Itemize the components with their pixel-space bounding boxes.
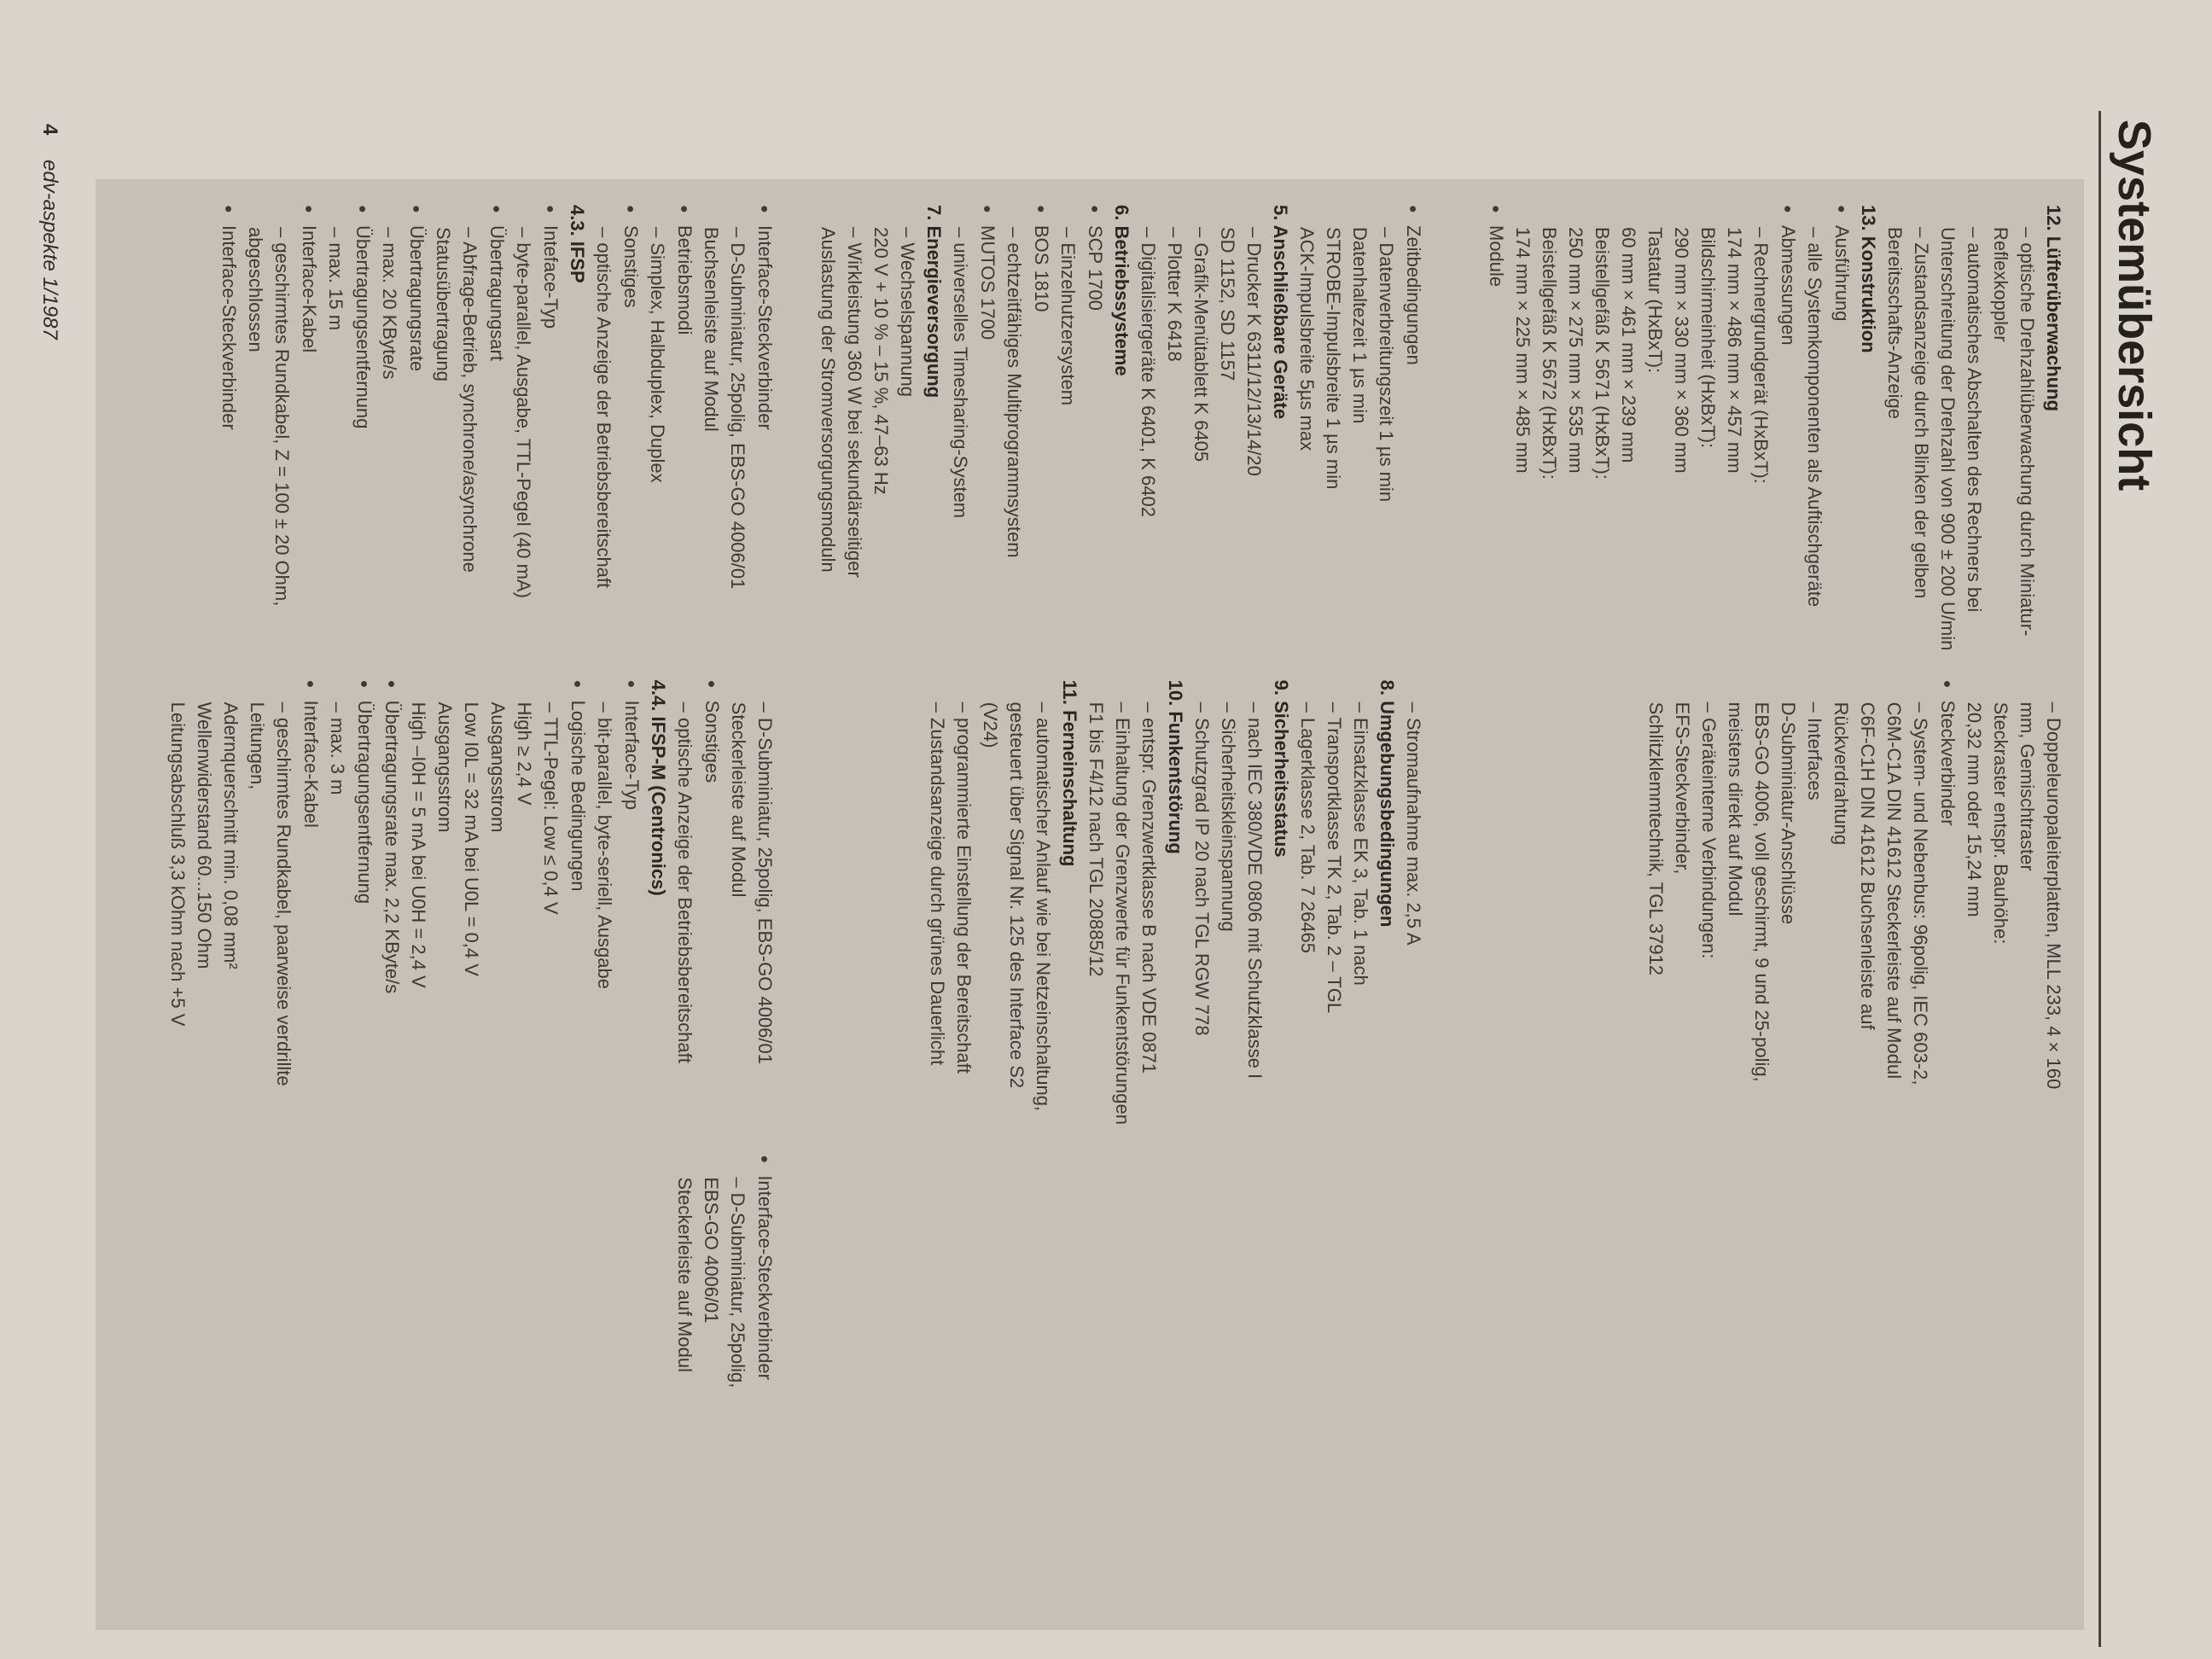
list-text: – bit-parallel, byte-seriell, Ausgabe: [594, 701, 615, 989]
bullet-item: ● Zeitbedingungen: [1400, 227, 1427, 655]
bullet-item: ● Module: [1482, 227, 1510, 655]
page-number: 4: [38, 124, 61, 136]
column-1: [164, 205, 778, 1604]
list-text: – optische Anzeige der Betriebsbereitschaft: [674, 701, 696, 1063]
list-text: – max. 15 m: [325, 227, 346, 331]
list-text: EBS-GO 4006/01: [701, 1177, 722, 1324]
list-text: Low I0L = 32 mA bei U0L = 0,4 V: [461, 701, 482, 976]
list-text: 220 V + 10 % – 15 %, 47–63 Hz: [870, 227, 892, 495]
list-text: – universelles Timesharing-System: [950, 227, 971, 519]
bullet-item: ● Übertragungsrate: [403, 227, 430, 655]
bullet-item: ● Abmessungen: [1774, 227, 1802, 655]
list-text: 290 mm × 330 mm × 360 mm: [1671, 227, 1692, 474]
bullet-item: ● Interface-Steckverbinder: [215, 227, 242, 655]
list-text: – nach IEC 380/VDE 0806 mit Schutzklasse I: [1244, 701, 1266, 1080]
list-text: C6F-C1H DIN 41612 Buchsenleiste auf Rückverdrahtung: [1831, 701, 1878, 1030]
list-text: 250 mm × 275 mm × 535 mm: [1565, 227, 1586, 474]
list-text: – optische Drehzahlüberwachung durch Miniatur-Reflexkoppler: [1990, 227, 2038, 637]
list-text: – alle Systemkomponenten als Auftischgeräte: [1804, 227, 1825, 608]
section-heading: 5. Anschließbare Geräte: [1270, 205, 1291, 420]
list-text: Tastatur (HxBxT):: [1644, 227, 1666, 374]
list-text: C6M-C1A DIN 41612 Steckerleiste auf Modul: [1883, 701, 1905, 1080]
section-heading: 4.4. IFSP-M (Centronics): [648, 679, 669, 896]
journal-name: edv-aspekte 1/1987: [38, 160, 61, 340]
bullet-item: ● Betriebsmodi: [671, 227, 698, 655]
list-text: High ≥ 2,4 V: [514, 701, 535, 806]
list-text: 60 mm × 461 mm × 239 mm: [1618, 227, 1639, 463]
bullet-item: ● Steckverbinder: [1934, 702, 1961, 1130]
list-text: – optische Anzeige der Betriebsbereitschaft: [593, 227, 614, 589]
list-text: – Einsatzklasse EK 3, Tab. 1 nach: [1350, 701, 1371, 986]
list-text: – automatisches Abschalten des Rechners bei Unterschreitung der Drehzahl von 900 ± 200 U/min: [1937, 227, 1985, 651]
column-2: [812, 205, 1427, 1604]
list-text: – Doppeleuropaleiterplatten, MLL 233, 4 × 160 mm, Gemischtraster: [2017, 701, 2064, 1090]
bullet-item: ● Übertragungsentfernung: [349, 227, 376, 655]
list-text: Leitungsabschluß 3,3 kOhm nach +5 V: [167, 701, 189, 1027]
list-text: EBS-GO 4006, voll geschirmt, 9 und 25-polig, meistens direkt auf Modul: [1725, 701, 1773, 1082]
list-text: – Schutzgrad IP 20 nach TGL RGW 778: [1191, 701, 1213, 1036]
list-text: Steckraster entspr. Bauhöhe:: [1990, 701, 2011, 945]
list-text: Steckerleiste auf Modul: [674, 1177, 696, 1372]
bullet-item: ● Logische Bedingungen: [564, 702, 591, 1130]
list-text: – max. 3 m: [327, 701, 348, 795]
list-text: – D-Subminiatur, 25polig, EBS-GO 4006/01 Buchsenleiste auf Modul: [701, 227, 748, 590]
list-text: – Transportklasse TK 2, Tab. 2 – TGL: [1324, 701, 1345, 1014]
bullet-item: ● Interface-Steckverbinder: [751, 1177, 778, 1604]
bullet-item: ● Sonstiges: [698, 702, 725, 1130]
list-text: EFS-Steckverbinder,: [1672, 701, 1693, 875]
list-text: Ausgangsstrom: [487, 701, 509, 833]
list-text: Beistellgefäß K 5672 (HxBxT):: [1539, 227, 1560, 480]
list-text: – Zustandsanzeige durch grünes Dauerlicht: [927, 701, 948, 1066]
bullet-item: ● Interface-Steckverbinder: [751, 227, 778, 655]
bullet-item: ● Interface-Kabel: [295, 227, 323, 655]
list-text: ACK-Impulsbreite 5µs max: [1296, 227, 1318, 451]
section-heading: 8. Umgebungsbedingungen: [1377, 679, 1398, 928]
section-heading: 13. Konstruktion: [1858, 205, 1879, 353]
list-text: – programmierte Einstellung der Bereitschaft: [953, 701, 975, 1074]
section-heading: 11. Ferneinschaltung: [1059, 679, 1080, 867]
list-text: – Digitalisiergeräte K 6401, K 6402: [1138, 227, 1159, 517]
list-text: – geschirmtes Rundkabel, Z = 100 ± 20 Ohm, abgeschlossen: [245, 227, 293, 607]
title-rule: [2098, 111, 2101, 1647]
list-text: D-Subminiatur-Anschlüsse: [1778, 701, 1799, 925]
section-heading: 12. Lüfterüberwachung: [2043, 205, 2064, 412]
list-text: – entspr. Grenzwertklasse B nach VDE 0871: [1138, 701, 1160, 1074]
list-text: – Grafik-Menütablett K 6405: [1190, 227, 1212, 463]
list-text: SD 1152, SD 1157: [1217, 227, 1238, 381]
bullet-item: ● Interface-Kabel: [297, 702, 324, 1130]
list-text: – automatischer Anlauf wie bei Netzeinschaltung, gesteuert über Signal Nr. 125 des Interface S2 (V24): [980, 701, 1054, 1112]
bullet-item: ● Inteface-Typ: [537, 227, 564, 655]
column-3: [1452, 205, 2067, 1604]
page-footer: [38, 124, 61, 340]
list-text: – Plotter K 6418: [1164, 227, 1185, 362]
section-heading: 9. Sicherheitsstatus: [1271, 679, 1292, 858]
list-text: – Geräteinterne Verbindungen:: [1698, 701, 1720, 959]
list-text: – Zustandsanzeige durch Blinken der gelben Bereitsschafts-Anzeige: [1884, 227, 1932, 599]
list-text: 20,32 mm oder 15,24 mm: [1964, 701, 1985, 917]
bullet-item: ● Interface-Typ: [618, 702, 645, 1130]
section-heading: 6. Betriebssysteme: [1111, 205, 1132, 376]
list-text: Datenhaltezeit 1 µs min: [1349, 227, 1371, 424]
list-text: – Drucker K 6311/12/13/14/20: [1243, 227, 1265, 476]
bullet-item: ● Sonstiges: [617, 227, 644, 655]
bullet-item: ● Übertragungsrate max. 2,2 KByte/s: [378, 702, 405, 1130]
list-text: – D-Subminiatur, 25polig,: [727, 1177, 748, 1388]
list-text: – byte-parallel, Ausgabe, TTL-Pegel (40 mA): [513, 227, 534, 598]
list-text: – Sicherheitskleinspannung: [1218, 701, 1239, 932]
list-text: Wellenwiderstand 60...150 Ohm: [194, 701, 215, 969]
list-text: – Simplex, Halbduplex, Duplex: [647, 227, 668, 483]
list-text: 174 mm × 225 mm × 485 mm: [1512, 227, 1534, 474]
list-text: Adernquerschnitt min. 0,08 mm²: [220, 701, 242, 969]
list-text: STROBE-Impulsbreite 1 µs min: [1323, 227, 1344, 490]
list-text: Beistellgefäß K 5671 (HxBxT):: [1592, 227, 1613, 480]
list-text: – geschirmtes Rundkabel, paarweise verdrillte Leitungen,: [247, 701, 294, 1086]
bullet-item: ● Übertragungsart: [483, 227, 510, 655]
bullet-item: ● SCP 1700: [1081, 227, 1109, 655]
list-text: – Abfrage-Betrieb, synchrone/asynchrone Statusübertragung: [433, 227, 480, 573]
list-text: – Rechnergrundgerät (HxBxT):: [1750, 227, 1772, 484]
list-text: – Datenverbreitungszeit 1 µs min: [1376, 227, 1397, 503]
bullet-item: ● Ausführung: [1828, 227, 1855, 655]
list-text: 174 mm × 486 mm × 457 mm: [1724, 227, 1745, 474]
list-text: – System- und Nebenbus: 96polig, IEC 603-2,: [1910, 701, 1931, 1086]
bullet-item: ● BOS 1810: [1027, 227, 1055, 655]
bullet-item: ● Übertragungsentfernung: [351, 702, 378, 1130]
list-text: – Wechselspannung: [897, 227, 918, 397]
bullet-item: ● MUTOS 1700: [974, 227, 1001, 655]
section-heading: 4.3. IFSP: [567, 205, 588, 283]
list-text: – Einzelnutzersystem: [1057, 227, 1079, 406]
list-text: – max. 20 KByte/s: [379, 227, 400, 380]
list-text: – Lagerklasse 2, Tab. 7 26465: [1297, 701, 1318, 954]
list-text: – D-Subminiatur, 25polig, EBS-GO 4006/01 Steckerleiste auf Modul: [728, 701, 776, 1065]
list-text: – Einhaltung der Grenzwerte für Funkentstörungen F1 bis F4/12 nach TGL 20885/12: [1086, 701, 1133, 1125]
page-title: Systemübersicht: [2109, 119, 2160, 492]
list-text: – TTL-Pegel: Low ≤ 0,4 V: [540, 701, 562, 915]
section-heading: 10. Funkentstörung: [1165, 679, 1186, 854]
list-text: – Wirkleistung 360 W bei sekundärseitiger Auslastung der Stromversorgungsmoduln: [818, 227, 865, 578]
list-text: High –I0H = 5 mA bei U0H = 2,4 V: [408, 701, 429, 988]
list-text: – Interfaces: [1804, 701, 1825, 800]
list-text: Schlitzklemmtechnik, TGL 37912: [1645, 701, 1667, 976]
list-text: Ausgangsstrom: [434, 701, 456, 833]
list-text: – Stromaufnahme max. 2,5 A: [1403, 701, 1424, 946]
list-text: – echtzeitfähiges Multiprogrammsystem: [1004, 227, 1025, 558]
list-text: Bildschirmeinheit (HxBxT):: [1697, 227, 1719, 449]
section-heading: 7. Energieversorgung: [923, 205, 945, 399]
